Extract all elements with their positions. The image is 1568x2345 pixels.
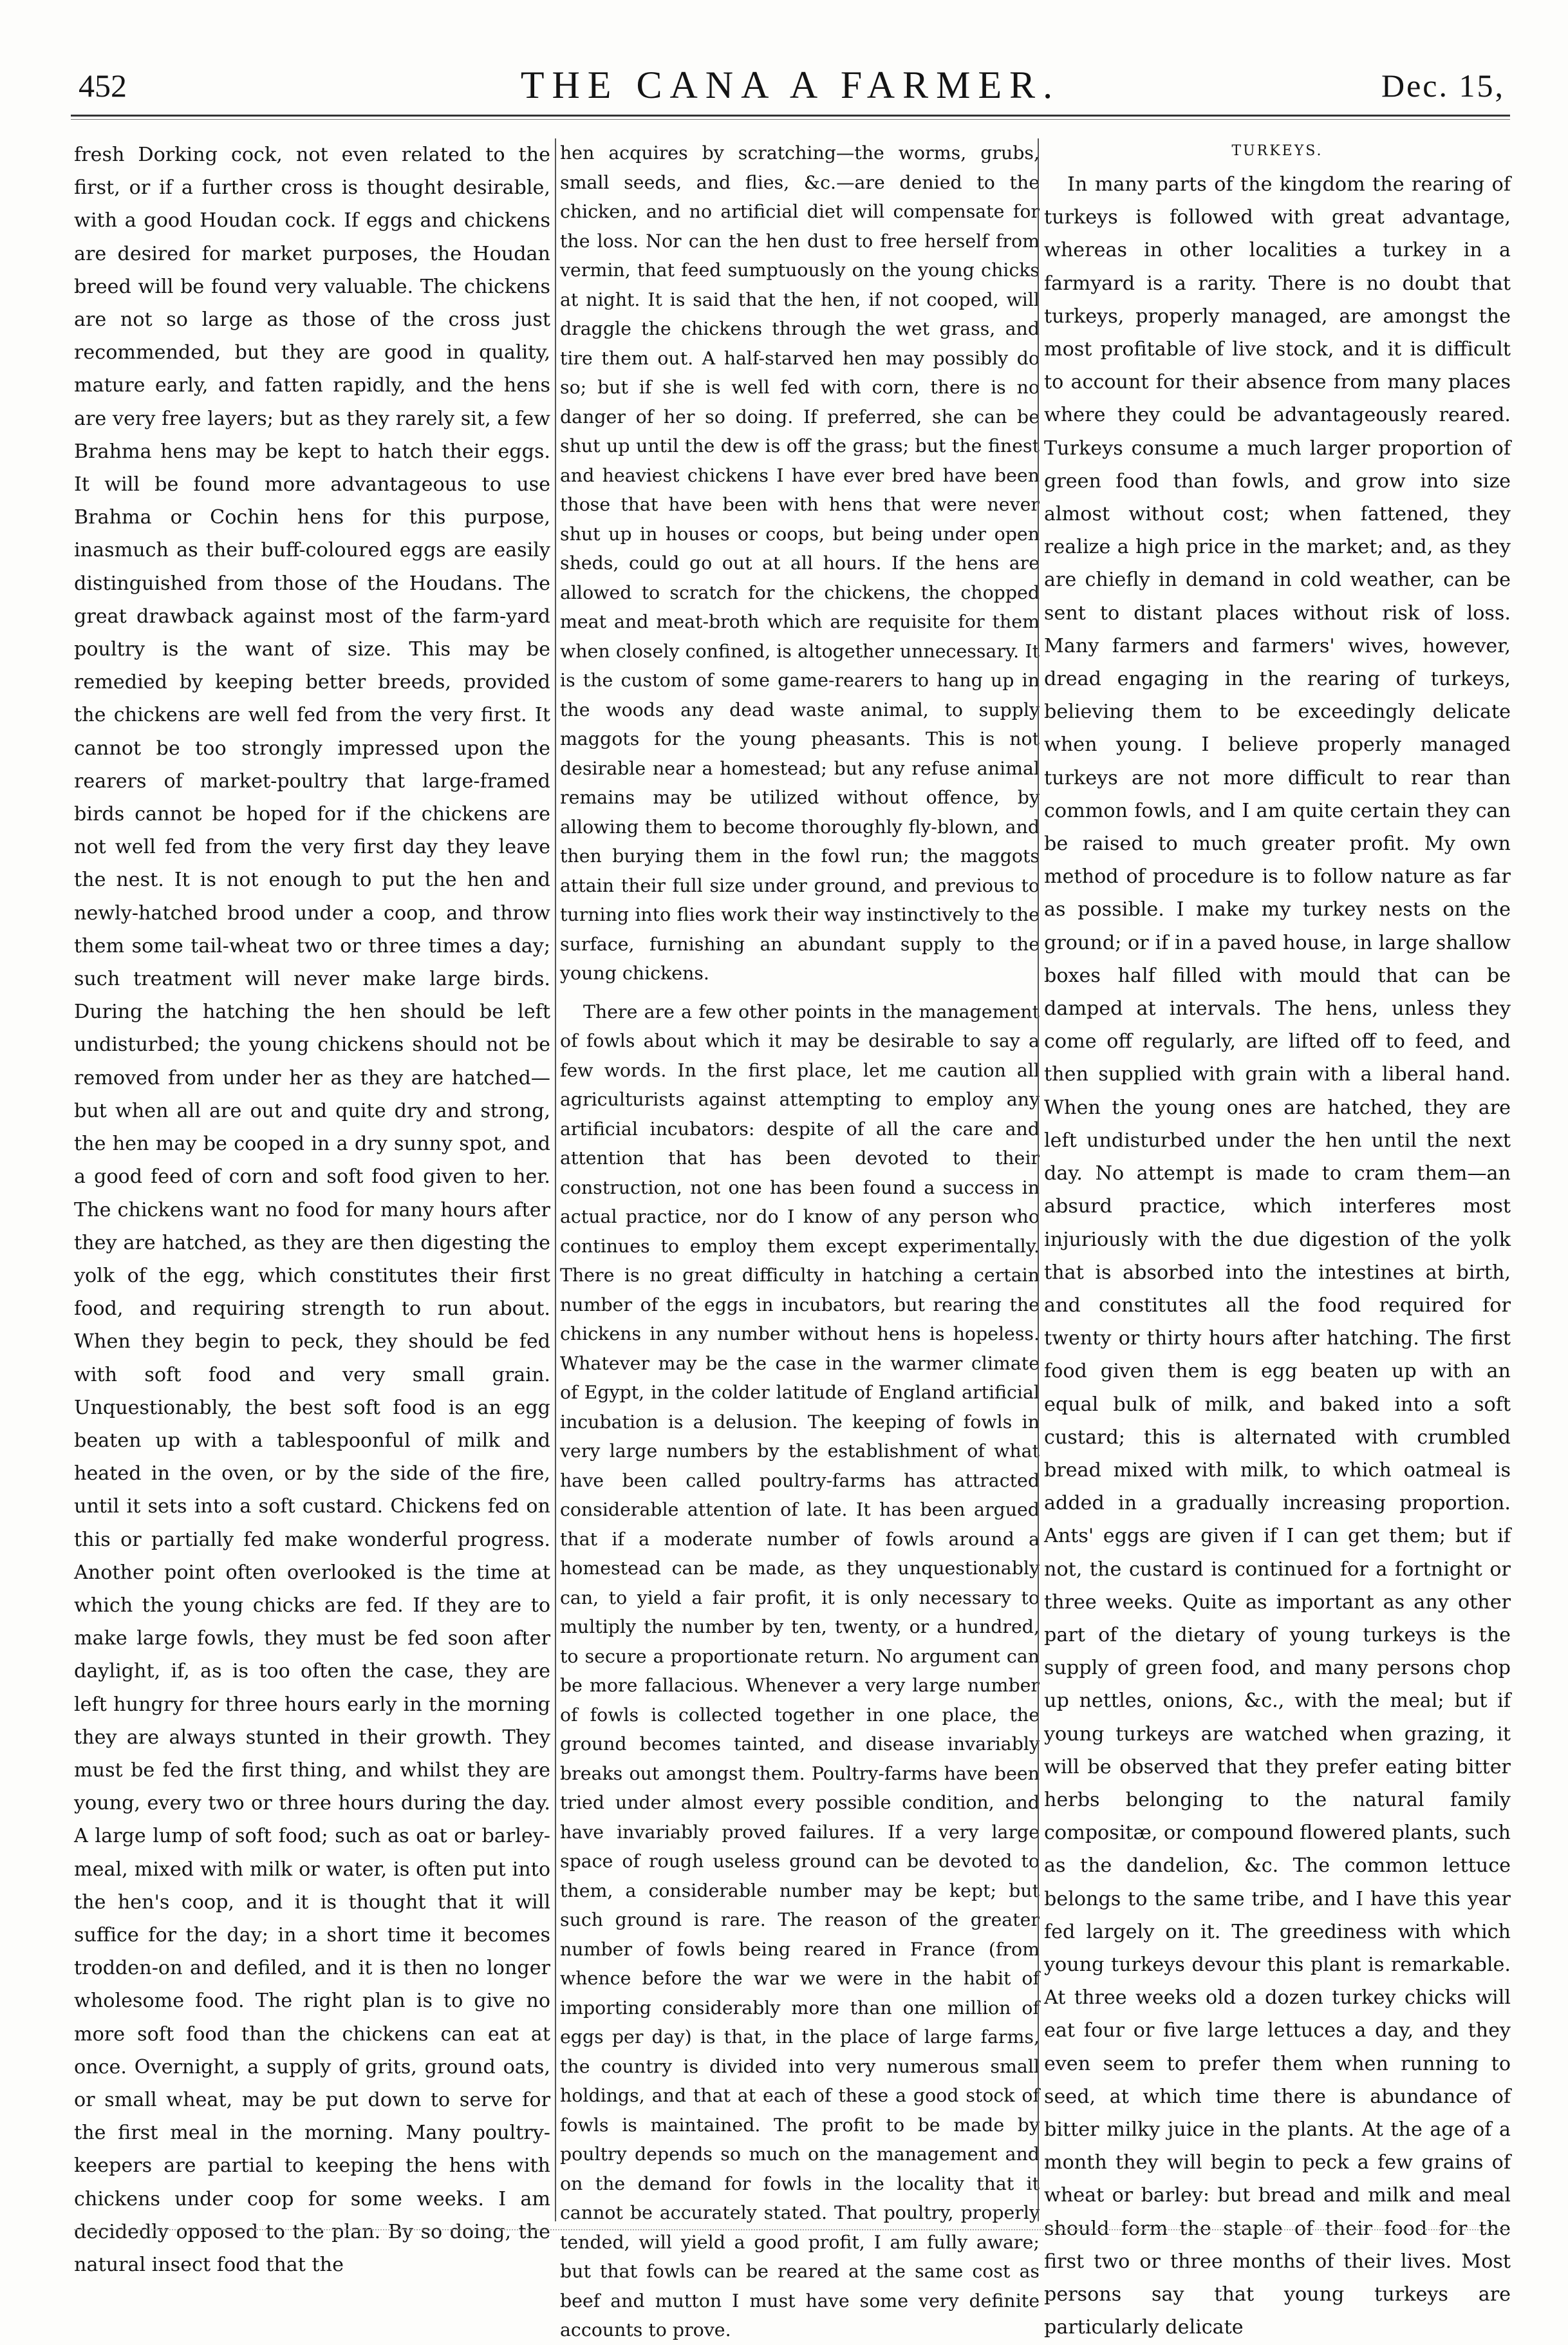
header-rule <box>71 115 1510 120</box>
footer-rule <box>74 2229 1507 2230</box>
column-middle-paragraph-1: hen acquires by scratching—the worms, grubs, small seeds, and flies, &c.—are denied to the chicken, and no artificial diet will compensate for the loss. Nor can the hen dust to free herself from vermin, that feed sumptuously on the young chicks at night. It is said that the hen, if not cooped, will draggle the chickens through the wet grass, and tire them out. A half-starved hen may possibly do so; but if she is well fed with corn, there is no danger of her so doing. If preferred, she can be shut up until the dew is off the grass; but the finest and heaviest chickens I have ever bred have been those that have been with hens that were never shut up in houses or coops, but being under open sheds, could go out at all hours. If the hens are allowed to scratch for the chickens, the chopped meat and meat-broth which are requisite for them when closely confined, is altogether unnecessary. It is the custom of some game-rearers to hang up in the woods any dead waste animal, to supply maggots for the young pheasants. This is not desirable near a homestead; but any refuse animal remains may be utilized without offence, by allowing them to become thoroughly fly-blown, and then burying them in the fowl run; the maggots attain their full size under ground, and previous to turning into flies work their way instinctively to the surface, furnishing an abundant supply to the young chickens. <box>560 142 1040 984</box>
issue-date: Dec. 15, <box>1381 68 1505 104</box>
column-middle-paragraph-2: There are a few other points in the management of fowls about which it may be desirable to say a few words. In the first place, let me caution all agriculturists against attempting to employ any artificial incubators: despite of all the care and attention that has been devoted to their construction, not one has been found a success in actual practice, nor do I know of any person who continues to employ them except experimentally. There is no great difficulty in hatching a certain number of the eggs in incubators, but rearing the chickens in any number without hens is hopeless. Whatever may be the case in the warmer climate of Egypt, in the colder latitude of England artificial incubation is a delusion. The keeping of fowls in very large numbers by the establishment of what have been called poultry-farms has attracted considerable attention of late. It has been argued that if a moderate number of fowls around a homestead can be made, as they unquestionably can, to yield a fair profit, it is only necessary to multiply the number by ten, twenty, or a hundred, to secure a proportionate return. No argument can be more fallacious. Whenever a very large number of fowls is collected together in one place, the ground becomes tainted, and disease invariably breaks out amongst them. Poultry-farms have been tried under almost every possible condition, and have invariably proved failures. If a very large space of rough useless ground can be devoted to them, a considerable number may be kept; but such ground is rare. The reason of the greater number of fowls being reared in France (from whence before the war we were in the habit of importing considerably more than one million of eggs per day) is that, in the place of large farms, the country is divided into very numerous small holdings, and that at each of these a good stock of fowls is maintained. The profit to be made by poultry depends so much on the management and on the demand for fowls in the locality that it cannot be accurately stated. That poultry, properly tended, will yield a good profit, I am fully aware; but that fowls can be reared at the same cost as beef and mutton I must have some very definite accounts to prove. <box>560 1001 1040 2340</box>
column-right <box>1044 138 1511 2339</box>
column-left <box>74 138 550 2276</box>
section-heading-turkeys: TURKEYS. <box>1231 143 1323 159</box>
column-divider <box>555 138 556 2221</box>
masthead-title: THE CANA A FARMER. <box>520 64 1061 106</box>
page-number: 452 <box>79 68 127 104</box>
column-divider <box>1038 138 1039 2221</box>
column-right-text: In many parts of the kingdom the rearing of turkeys is followed with great advantage, whereas in other localities a turkey in a farmyard is a rarity. There is no doubt that turkeys, properly managed, are amongst the most profitable of live stock, and it is difficult to account for their absence from many places where they could be advantageously reared. Turkeys consume a much larger proportion of green food than fowls, and grow into size almost without cost; when fattened, they realize a high price in the market; and, as they are chiefly in demand in cold weather, can be sent to distant places without risk of loss. Many farmers and farmers' wives, however, dread engaging in the rearing of turkeys, believing them to be exceedingly delicate when young. I believe properly managed turkeys are not more difficult to rear than common fowls, and I am quite certain they can be raised to much greater profit. My own method of procedure is to follow nature as far as possible. I make my turkey nests on the ground; or if in a paved house, in large shallow boxes half filled with mould that can be damped at intervals. The hens, unless they come off regularly, are lifted off to feed, and then supplied with grain with a liberal hand. When the young ones are hatched, they are left undisturbed under the hen until the next day. No attempt is made to cram them—an absurd practice, which interferes most injuriously with the due digestion of the yolk that is absorbed into the intestines at birth, and constitutes all the food required for twenty or thirty hours after hatching. The first food given them is egg beaten up with an equal bulk of milk, and baked into a soft custard; this is alternated with crumbled bread mixed with milk, to which oatmeal is added in a gradually increasing proportion. Ants' eggs are given if I can get them; but if not, the custard is continued for a fortnight or three weeks. Quite as important as any other part of the dietary of young turkeys is the supply of green food, and many persons chop up nettles, onions, &c., with the meal; but if young turkeys are watched when grazing, it will be observed that they prefer eating bitter herbs belonging to the natural family compositæ, or compound flowered plants, such as the dandelion, &c. The common lettuce belongs to the same tribe, and I have this year fed largely on it. The greediness with which young turkeys devour this plant is remarkable. At three weeks old a dozen turkey chicks will eat four or five large lettuces a day, and they even seem to prefer them when running to seed, at which time there is abundance of bitter milky juice in the plants. At the age of a month they will begin to peck a few grains of wheat or barley: but bread and milk and meal should form the staple of their food for the first two or three months of their lives. Most persons say that young turkeys are particularly delicate <box>1044 173 1511 2339</box>
column-middle <box>560 138 1040 2340</box>
column-left-text: fresh Dorking cock, not even related to the first, or if a further cross is thought desirable, with a good Houdan cock. If eggs and chickens are desired for market purposes, the Houdan breed will be found very valuable. The chickens are not so large as those of the cross just recommended, but they are good in quality, mature early, and fatten rapidly, and the hens are very free layers; but as they rarely sit, a few Brahma hens may be kept to hatch their eggs. It will be found more advantageous to use Brahma or Cochin hens for this purpose, inasmuch as their buff-coloured eggs are easily distinguished from those of the Houdans. The great drawback against most of the farm-yard poultry is the want of size. This may be remedied by keeping better breeds, provided the chickens are well fed from the very first. It cannot be too strongly impressed upon the rearers of market-poultry that large-framed birds cannot be hoped for if the chickens are not well fed from the very first day they leave the nest. It is not enough to put the hen and newly-hatched brood under a coop, and throw them some tail-wheat two or three times a day; such treatment will never make large birds. During the hatching the hen should be left undisturbed; the young chickens should not be removed from under her as they are hatched—but when all are out and quite dry and strong, the hen may be cooped in a dry sunny spot, and a good feed of corn and soft food given to her. The chickens want no food for many hours after they are hatched, as they are then digesting the yolk of the egg, which constitutes their first food, and requiring strength to run about. When they begin to peck, they should be fed with soft food and very small grain. Unquestionably, the best soft food is an egg beaten up with a tablespoonful of milk and heated in the oven, or by the side of the fire, until it sets into a soft custard. Chickens fed on this or partially fed make wonderful progress. Another point often overlooked is the time at which the young chicks are fed. If they are to make large fowls, they must be fed soon after daylight, if, as is too often the case, they are left hungry for three hours early in the morning they are always stunted in their growth. They must be fed the first thing, and whilst they are young, every two or three hours during the day. A large lump of soft food; such as oat or barley-meal, mixed with milk or water, is often put into the hen's coop, and it is thought that it will suffice for the day; in a short time it becomes trodden-on and defiled, and it is then no longer wholesome food. The right plan is to give no more soft food than the chickens can eat at once. Overnight, a supply of grits, ground oats, or small wheat, may be put down to serve for the first meal in the morning. Many poultry-keepers are partial to keeping the hens with chickens under coop for some weeks. I am decidedly opposed to the plan. By so doing, the natural insect food that the <box>74 144 550 2276</box>
